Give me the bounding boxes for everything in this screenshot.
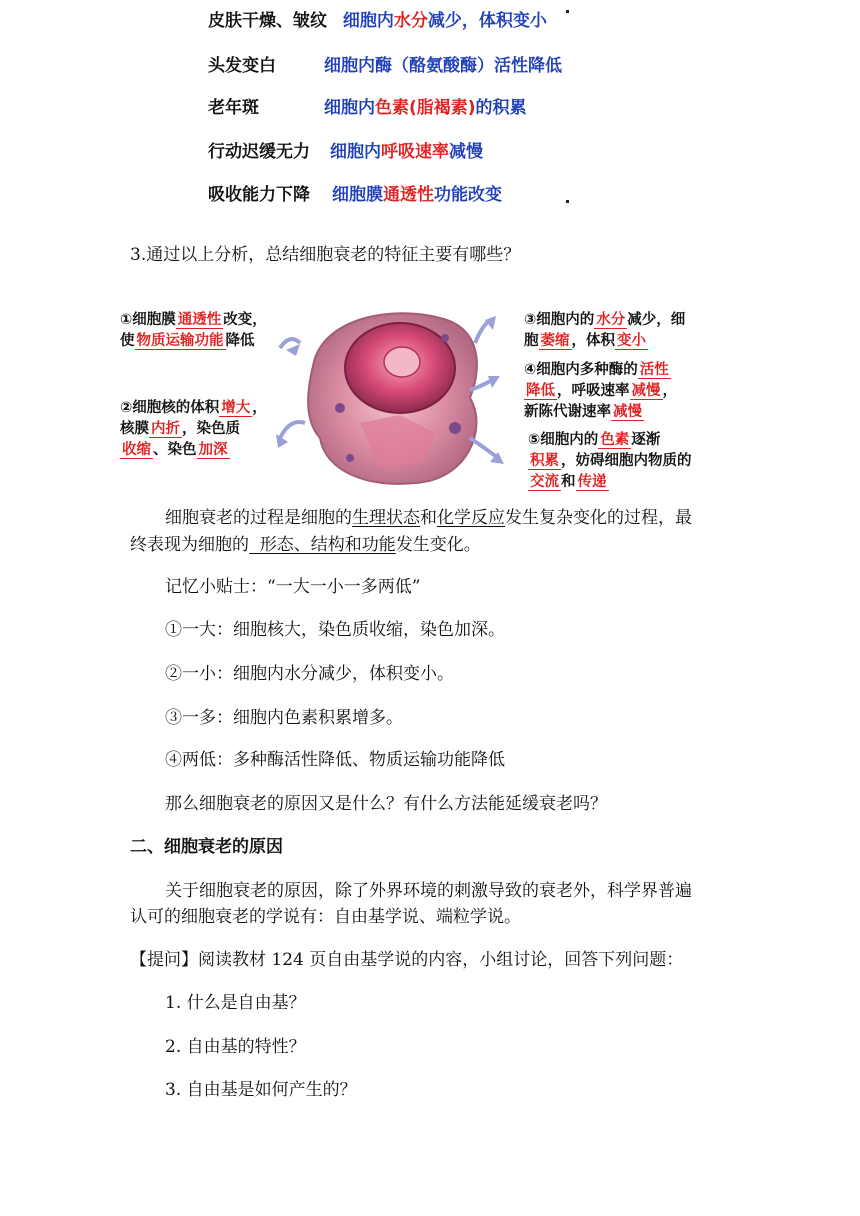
- feature-3: ③细胞内的 水分 减少，细 胞 萎缩 ，体积 变小: [524, 312, 686, 349]
- memory-item: ②一小：细胞内水分减少，体积变小。: [165, 664, 454, 684]
- memory-question: 那么细胞衰老的原因又是什么？有什么方法能延缓衰老吗？: [165, 794, 607, 814]
- feature-1: ①细胞膜 通透性 改变， 使 物质运输功能 降低: [120, 312, 267, 349]
- feature-5: ⑤细胞内的 色素 逐渐 积累 ，妨碍细胞内物质的 交流 和 传递: [528, 432, 692, 490]
- dot: [566, 10, 569, 13]
- section-paragraph: 关于细胞衰老的原因，除了外界环境的刺激导致的衰老外，科学界普遍: [165, 881, 692, 901]
- trait-label: 皮肤干燥、皱纹: [208, 11, 327, 31]
- section-heading: 二、细胞衰老的原因: [130, 837, 283, 857]
- trait-label: 吸收能力下降: [208, 185, 310, 205]
- trait-label: 行动迟缓无力: [208, 142, 310, 162]
- trait-row: 皮肤干燥、皱纹 细胞内水分减少，体积变小: [208, 6, 547, 31]
- trait-row: 行动迟缓无力 细胞内呼吸速率减慢: [208, 137, 483, 162]
- section-paragraph: 认可的细胞衰老的学说有：自由基学说、端粒学说。: [130, 907, 521, 927]
- feature-2: ②细胞核的体积 增大 ， 核膜 内折 ，染色质 收缩 、染色 加深: [120, 400, 267, 458]
- trait-row: 吸收能力下降 细胞膜通透性功能改变: [208, 180, 502, 205]
- memory-item: ①一大：细胞核大，染色质收缩，染色加深。: [165, 620, 505, 640]
- summary-line-2: 终表现为细胞的 形态、结构和功能发生变化。: [130, 535, 481, 555]
- trait-row: 老年斑 细胞内色素(脂褐素)的积累: [208, 93, 527, 118]
- feature-4: ④细胞内多种酶的 活性 降低 ，呼吸速率 减慢 ， 新陈代谢速率 减慢: [524, 362, 677, 420]
- trait-label: 头发变白: [208, 56, 276, 76]
- cell-aging-figure: [110, 298, 740, 493]
- memory-title: 记忆小贴士：“一大一小一多两低”: [165, 577, 421, 597]
- memory-item: ④两低：多种酶活性降低、物质运输功能降低: [165, 750, 505, 770]
- trait-row: 头发变白 细胞内酶（酪氨酸酶）活性降低: [208, 51, 562, 76]
- prompt-text: 【提问】阅读教材 124 页自由基学说的内容，小组讨论，回答下列问题：: [130, 950, 684, 970]
- question-3: 3.通过以上分析，总结细胞衰老的特征主要有哪些？: [130, 245, 521, 265]
- question-item: 1. 什么是自由基？: [165, 993, 306, 1013]
- question-item: 3. 自由基是如何产生的？: [165, 1080, 357, 1100]
- question-item: 2. 自由基的特性？: [165, 1037, 306, 1057]
- summary-line-1: 细胞衰老的过程是细胞的生理状态和化学反应发生复杂变化的过程，最: [165, 508, 692, 528]
- dot: [566, 200, 569, 203]
- memory-item: ③一多：细胞内色素积累增多。: [165, 708, 403, 728]
- trait-label: 老年斑: [208, 98, 259, 118]
